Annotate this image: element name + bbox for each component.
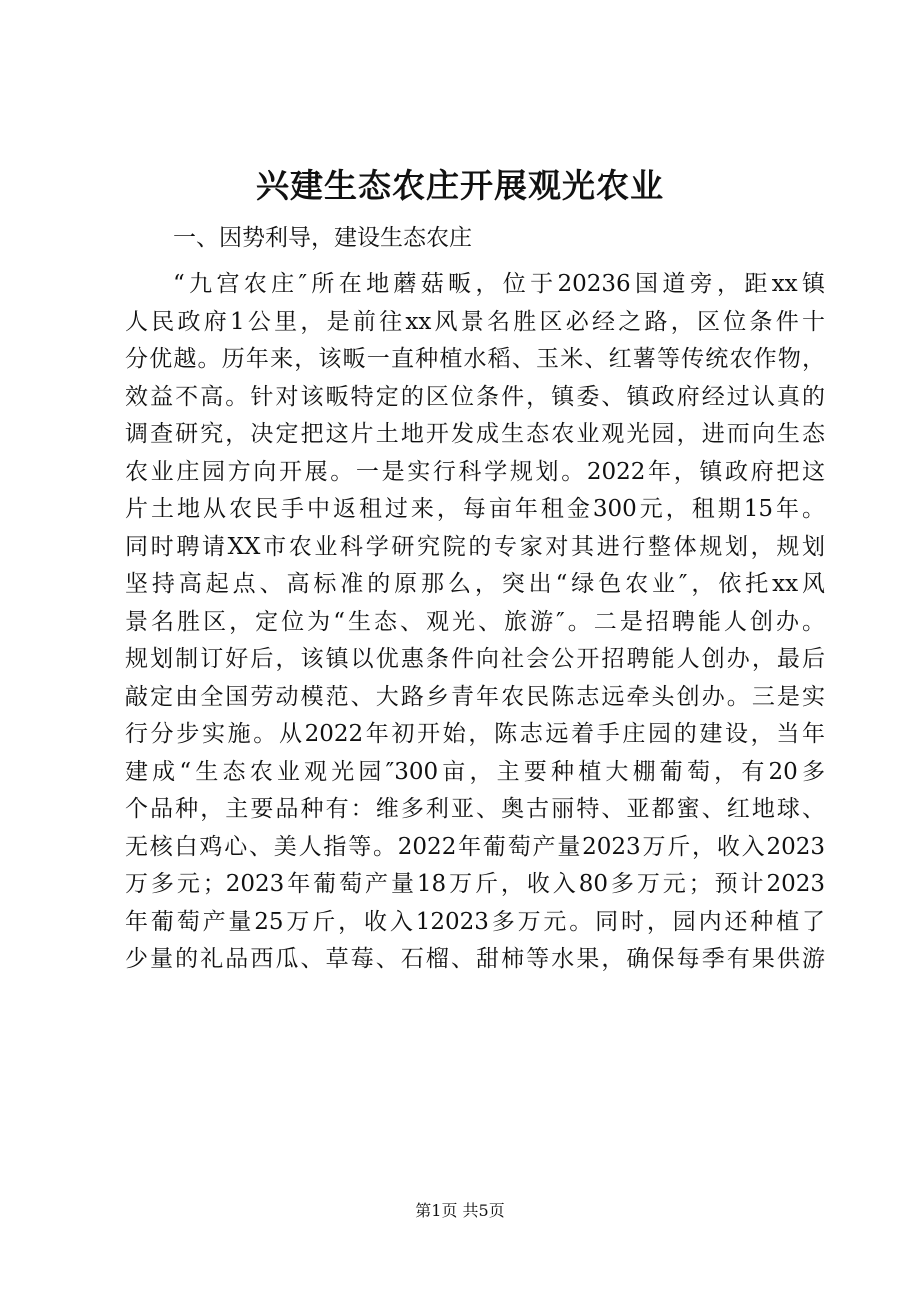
body-line: 行分步实施。从2022年初开始，陈志远着手庄园的建设，当年 bbox=[125, 721, 825, 747]
body-line: 景名胜区，定位为“生态、观光、旅游″。二是招聘能人创办。 bbox=[125, 608, 825, 635]
body-line: 建成“生态农业观光园″300亩，主要种植大棚葡萄，有20多 bbox=[125, 758, 825, 785]
body-paragraph bbox=[125, 266, 825, 979]
body-line: 同时聘请XX市农业科学研究院的专家对其进行整体规划，规划 bbox=[125, 533, 825, 560]
document-title: 兴建生态农庄开展观光农业 bbox=[256, 166, 664, 205]
body-line: 片土地从农民手中返租过来，每亩年租金300元，租期15年。 bbox=[125, 496, 825, 522]
body-line: 敲定由全国劳动模范、大路乡青年农民陈志远牵头创办。三是实 bbox=[125, 683, 825, 710]
body-line: 个品种，主要品种有：维多利亚、奥古丽特、亚都蜜、红地球、 bbox=[125, 796, 825, 822]
body-line: 规划制订好后，该镇以优惠条件向社会公开招聘能人创办，最后 bbox=[125, 646, 825, 672]
body-line: 无核白鸡心、美人指等。2022年葡萄产量2023万斤，收入2023 bbox=[125, 833, 825, 860]
body-line: 人民政府1公里，是前往xx风景名胜区必经之路，区位条件十 bbox=[125, 308, 825, 335]
body-line: “九宫农庄″所在地蘑菇畈，位于20236国道旁，距xx镇 bbox=[173, 271, 825, 297]
body-line: 年葡萄产量25万斤，收入12023多万元。同时，园内还种植了 bbox=[125, 908, 825, 935]
page-number: 第1页 共5页 bbox=[415, 1201, 505, 1220]
body-line: 分优越。历年来，该畈一直种植水稻、玉米、红薯等传统农作物， bbox=[125, 346, 825, 372]
section-heading: 一、因势利导，建设生态农庄 bbox=[173, 225, 472, 251]
body-line: 农业庄园方向开展。一是实行科学规划。2022年，镇政府把这 bbox=[125, 458, 825, 485]
body-line: 效益不高。针对该畈特定的区位条件，镇委、镇政府经过认真的 bbox=[125, 383, 825, 410]
body-line: 坚持高起点、高标准的原那么，突出“绿色农业″，依托xx风 bbox=[125, 571, 825, 597]
body-line: 万多元；2023年葡萄产量18万斤，收入80多万元；预计2023 bbox=[125, 871, 825, 897]
body-line: 少量的礼品西瓜、草莓、石榴、甜柿等水果，确保每季有果供游 bbox=[125, 946, 825, 972]
body-line: 调查研究，决定把这片土地开发成生态农业观光园，进而向生态 bbox=[125, 421, 825, 447]
